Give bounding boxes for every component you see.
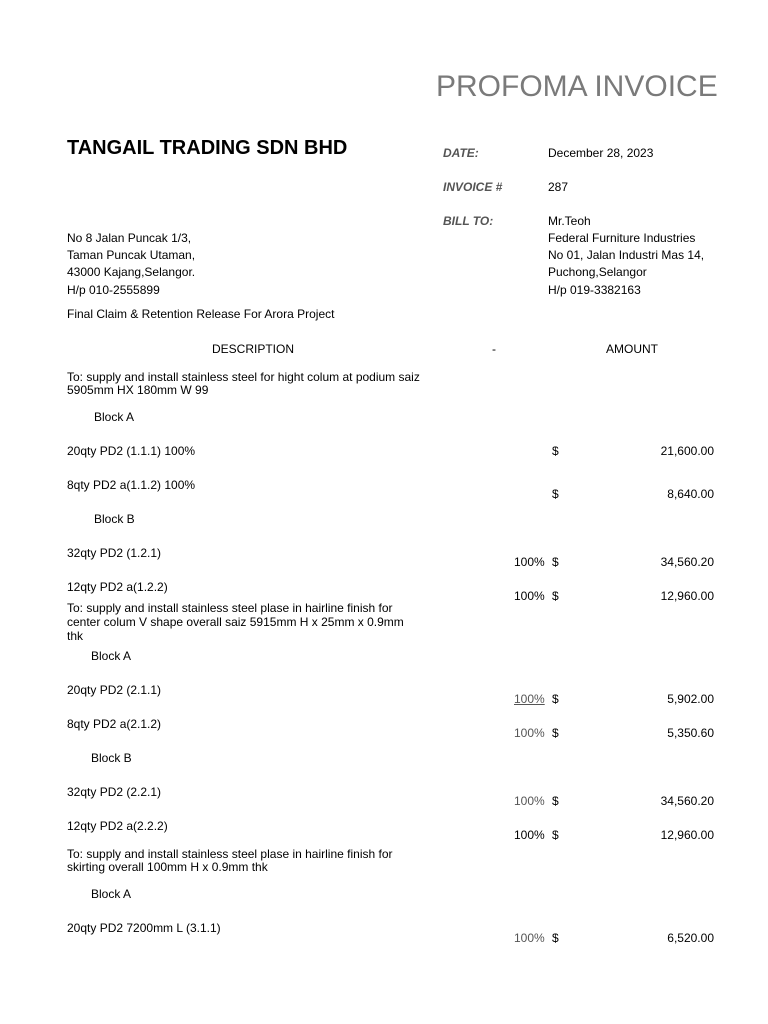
bill-to-company: Federal Furniture Industries [548, 231, 696, 245]
date-label: DATE: [443, 146, 479, 160]
line-item-percent: 100% [514, 726, 545, 740]
bill-to-label: BILL TO: [443, 214, 494, 228]
line-item-amount: 5,902.00 [667, 692, 714, 706]
section-intro-line: 5905mm HX 180mm W 99 [67, 383, 209, 397]
line-item-amount: 8,640.00 [667, 487, 714, 501]
currency-symbol: $ [552, 589, 559, 603]
line-item-percent: 100% [514, 555, 545, 569]
line-item-percent: 100% [514, 794, 545, 808]
invoice-number-label: INVOICE # [443, 180, 503, 194]
line-item-description: 8qty PD2 a(1.1.2) 100% [67, 478, 196, 492]
currency-symbol: $ [552, 555, 559, 569]
company-address-line: Taman Puncak Utaman, [67, 248, 196, 262]
line-item-amount: 21,600.00 [660, 444, 714, 458]
line-item-description: 12qty PD2 a(1.2.2) [67, 580, 168, 594]
section-intro-line: thk [67, 629, 84, 643]
line-item-percent: 100% [514, 931, 545, 945]
line-item-percent: 100% [514, 828, 545, 842]
line-item-percent: 100% [514, 589, 545, 603]
line-item-description: 20qty PD2 (2.1.1) [67, 683, 162, 697]
column-header-dash: - [492, 342, 496, 356]
column-header-description: DESCRIPTION [212, 342, 295, 356]
line-item-amount: 6,520.00 [667, 931, 714, 945]
project-description: Final Claim & Retention Release For Arora Project [67, 307, 335, 321]
currency-symbol: $ [552, 692, 559, 706]
line-item-amount: 5,350.60 [667, 726, 714, 740]
line-item-description: 8qty PD2 a(2.1.2) [67, 717, 162, 731]
block-label: Block A [91, 887, 132, 901]
block-label: Block A [91, 649, 132, 663]
date-value: December 28, 2023 [548, 146, 654, 160]
company-address-line: 43000 Kajang,Selangor. [67, 265, 196, 279]
line-item-amount: 12,960.00 [660, 828, 714, 842]
invoice-number-value: 287 [548, 180, 569, 194]
section-intro-line: skirting overall 100mm H x 0.9mm thk [67, 860, 268, 874]
block-label: Block A [94, 410, 135, 424]
section-intro-line: To: supply and install stainless steel plase in hairline finish for [67, 601, 393, 615]
block-label: Block B [94, 512, 135, 526]
line-item-description: 20qty PD2 7200mm L (3.1.1) [67, 921, 221, 935]
line-item-amount: 34,560.20 [660, 555, 714, 569]
section-intro-line: To: supply and install stainless steel plase in hairline finish for [67, 847, 393, 861]
bill-to-address-line: No 01, Jalan Industri Mas 14, [548, 248, 705, 262]
line-item-description: 32qty PD2 (1.2.1) [67, 546, 162, 560]
currency-symbol: $ [552, 444, 559, 458]
column-header-amount: AMOUNT [606, 342, 658, 356]
line-item-description: 12qty PD2 a(2.2.2) [67, 819, 168, 833]
document-title: PROFOMA INVOICE [436, 70, 718, 103]
currency-symbol: $ [552, 794, 559, 808]
line-item-description: 20qty PD2 (1.1.1) 100% [67, 444, 196, 458]
line-item-amount: 34,560.20 [660, 794, 714, 808]
line-item-percent: 100% [514, 692, 545, 706]
currency-symbol: $ [552, 828, 559, 842]
line-item-amount: 12,960.00 [660, 589, 714, 603]
section-intro-line: center colum V shape overall saiz 5915mm H x 25mm x 0.9mm [67, 615, 404, 629]
bill-to-phone: H/p 019-3382163 [548, 283, 641, 297]
company-address-line: No 8 Jalan Puncak 1/3, [67, 231, 192, 245]
currency-symbol: $ [552, 931, 559, 945]
section-intro-line: To: supply and install stainless steel for hight colum at podium saiz [67, 370, 420, 384]
line-item-description: 32qty PD2 (2.2.1) [67, 785, 162, 799]
bill-to-address-line: Puchong,Selangor [548, 265, 647, 279]
block-label: Block B [91, 751, 132, 765]
currency-symbol: $ [552, 726, 559, 740]
company-name: TANGAIL TRADING SDN BHD [67, 137, 348, 159]
company-phone: H/p 010-2555899 [67, 283, 160, 297]
bill-to-name: Mr.Teoh [548, 214, 591, 228]
currency-symbol: $ [552, 487, 559, 501]
